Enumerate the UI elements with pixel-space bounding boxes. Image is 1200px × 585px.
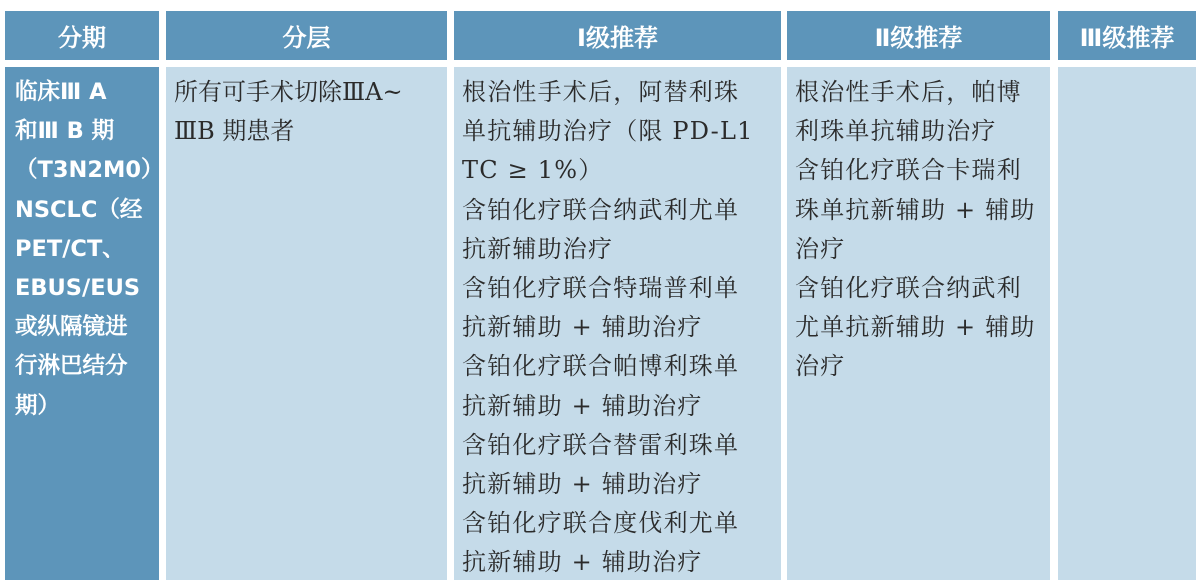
- header-stage: 分期: [5, 11, 159, 60]
- stage-line: 期）: [15, 392, 61, 419]
- level1-line: 根治性手术后，阿替利珠: [462, 78, 740, 106]
- level1-line: 抗新辅助 + 辅助治疗: [462, 391, 703, 420]
- level2-line: 珠单抗新辅助 + 辅助: [795, 195, 1036, 224]
- stratum-cell: [166, 67, 447, 580]
- stage-line: 和Ⅲ B 期: [15, 118, 115, 145]
- level2-line: 治疗: [795, 234, 846, 263]
- level1-line: 抗新辅助治疗: [462, 234, 614, 263]
- level1-line: 单抗辅助治疗（限 PD-L1: [462, 117, 754, 146]
- level2-line: 根治性手术后，帕博: [795, 78, 1022, 106]
- level2-line: 利珠单抗辅助治疗: [795, 117, 997, 146]
- stage-line: NSCLC（经: [15, 196, 143, 223]
- level3-cell: [1058, 67, 1196, 580]
- level1-line: 抗新辅助 + 辅助治疗: [462, 470, 703, 499]
- level1-line: 含铂化疗联合度伐利尤单: [462, 509, 740, 538]
- level1-cell: [454, 67, 781, 580]
- level1-line: 含铂化疗联合特瑞普利单: [462, 274, 740, 303]
- header-level2: Ⅱ级推荐: [787, 11, 1050, 60]
- stage-line: 或纵隔镜进: [15, 314, 128, 341]
- stage-line: 临床Ⅲ A: [15, 79, 107, 105]
- level1-line: 含铂化疗联合纳武利尤单: [462, 195, 740, 224]
- stratum-line: 所有可手术切除ⅢA~: [174, 78, 403, 106]
- level1-line: TC ≥ 1%）: [462, 156, 604, 185]
- stage-line: 行淋巴结分: [15, 353, 128, 380]
- level1-line: 含铂化疗联合替雷利珠单: [462, 430, 740, 459]
- level1-line: 含铂化疗联合帕博利珠单: [462, 352, 740, 381]
- header-level1: Ⅰ级推荐: [454, 11, 781, 60]
- level1-line: 抗新辅助 + 辅助治疗: [462, 313, 703, 342]
- stage-line: （T3N2M0）: [15, 157, 164, 184]
- level2-line: 治疗: [795, 352, 846, 381]
- stratum-line: ⅢB 期患者: [174, 117, 295, 146]
- stage-cell: [5, 67, 164, 580]
- header-level3: Ⅲ级推荐: [1058, 11, 1196, 60]
- level2-line: 含铂化疗联合卡瑞利: [795, 156, 1022, 185]
- header-stratum: 分层: [166, 11, 447, 60]
- level1-line: 抗新辅助 + 辅助治疗: [462, 548, 703, 577]
- stage-line: PET/CT、: [15, 235, 125, 262]
- stage-line: EBUS/EUS: [15, 275, 141, 302]
- level2-line: 含铂化疗联合纳武利: [795, 274, 1022, 303]
- level2-cell: [787, 67, 1050, 580]
- level2-line: 尤单抗新辅助 + 辅助: [795, 313, 1036, 342]
